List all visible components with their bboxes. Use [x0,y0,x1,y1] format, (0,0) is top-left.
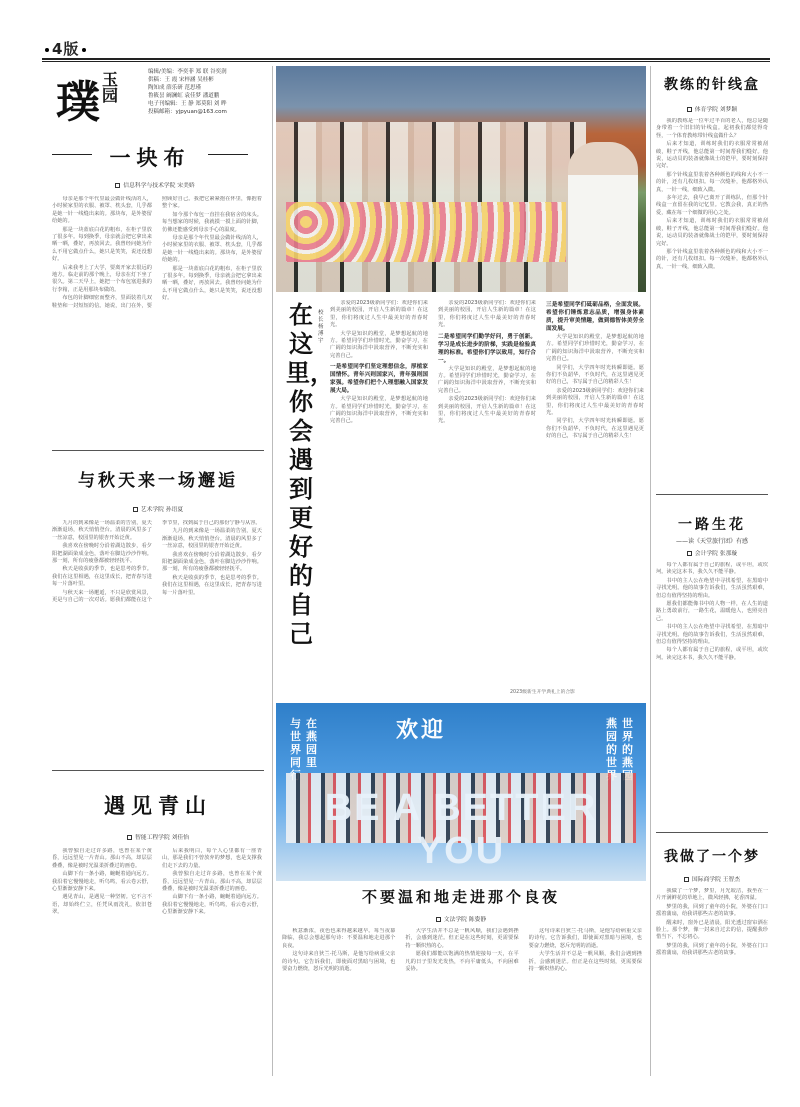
article-body-qingshan: 我曾独自走过许多路，也曾在某个黄昏，远远望见一片青山。那山不高，却层层叠叠，像是被时光温柔折叠过的画卷。 山脚下有一条小路，蜿蜒着通向远方。我沿着它慢慢地走，听鸟鸣，看云卷云舒，心里渐渐安静下来。 遇见青山，是遇见一种坚韧。它不言不语，却始终伫立，任凭风雨洗礼，依旧苍翠。 后来我明白，每个人心里都有一座青山，那是我们不曾放弃的梦想，也是支撑我们走下去的力量。 我曾独自走过许多路，也曾在某个黄昏，远远望见一片青山。那山不高，却层层叠叠，像是被时光温柔折叠过的画卷。 山脚下有一条小路，蜿蜒着通向远方。我沿着它慢慢地走，听鸟鸣，看云卷云舒，心里渐渐安静下来。 [52,848,262,916]
photo-speaker [568,142,638,292]
main-article-title: 在这里，你会遇到更好的自己 [286,300,334,648]
masthead-small-chars: 玉园 [102,70,119,105]
banner-vertical-text: 燕园的世 [606,717,617,769]
section-rule [656,832,768,833]
editor-line: 鲁筱昙 阚澜虹 袁佳梦 潘道鹏 [148,93,220,99]
article-body-yilushenghua: 每个人都有属于自己的旅程，或平坦，或坎坷。读完这本书，我久久不能平静。 书中的主人公在绝望中寻找希望，在黑暗中寻找光明。他的故事告诉我们，生活虽然艰难，但总有值得坚持的理由。 愿我们都能像书中的人物一样，在人生的道路上勇敢前行，一路生花，温暖他人，也照亮自己。 书中的主人公在绝望中寻找希望，在黑暗中寻找光明。他的故事告诉我们，生活虽然艰难，但总有值得坚持的理由。 每个人都有属于自己的旅程，或平坦，或坎坷。读完这本书，我久久不能平静。 [656,562,768,661]
photo-caption: 2023级新生开学典礼上的合影 [510,690,575,695]
editor-line: 投稿邮箱：yjpyuan@163.com [148,109,227,115]
article-byline: 艺术学院 孙语夏 [52,504,264,513]
title-rule [52,154,92,155]
article-byline: 智能工程学院 刘佳怡 [52,832,264,841]
article-body-zuomeng: 我做了一个梦，梦里，月光皎洁，我坐在一片开满鲜花的草地上，微风轻拂，花香四溢。 梦里的我，回到了童年的小院，外婆在门口摇着蒲扇，给我讲那些古老的故事。 醒来时，窗外已是清晨，阳光透过窗帘洒在脸上。那个梦，像一封来自过去的信，提醒我珍惜当下，不忘初心。 梦里的我，回到了童年的小院，外婆在门口摇着蒲扇，给我讲那些古老的故事。 [656,888,768,957]
column-divider-left [272,66,273,1076]
editor-line: 供稿：王 霞 宋梓涵 吴桂彬 [148,77,214,83]
title-rule [208,154,248,155]
article-title-zuomeng: 我做了一个梦 [664,849,760,865]
photo-flowers [286,202,566,262]
column-divider-right [650,66,651,1076]
article-title-qiutian: 与秋天来一场邂逅 [78,471,238,491]
article-title-yikuaibu: 一块布 [109,145,191,170]
article-title-yilushenghua: 一路生花 [678,517,746,533]
masthead-logo [56,68,142,128]
article-byline: 体育学院 刘梦颖 [654,104,770,113]
article-title-liangye: 不要温和地走进那个良夜 [361,888,560,906]
banner-vertical-text: 世界的燕 [622,717,633,769]
article-byline: 会计学院 张那璇 [654,548,770,557]
article-title-qingshan: 遇见青山 [104,793,212,818]
article-body-qiutian: 九月的到来像是一场温柔的告别，夏天渐渐退场，秋天悄悄登台。清晨的风里多了一丝凉意，校园里的银杏开始泛黄。 我喜欢在傍晚时分沿着湖边散步，看夕阳把湖面染成金色，落叶在脚边沙沙作响。那一刻，所有的疲惫都被轻轻抚平。 秋天是收获的季节，也是思考的季节。我们在这里相遇，在这里成长，把青春写进每一片落叶里。 与秋天来一场邂逅，不只是欣赏风景，更是与自己的一次对话。愿我们都能在这个季节里，找到属于自己的那份宁静与从容。 九月的到来像是一场温柔的告别，夏天渐渐退场，秋天悄悄登台。清晨的风里多了一丝凉意，校园里的银杏开始泛黄。 我喜欢在傍晚时分沿着湖边散步，看夕阳把湖面染成金色，落叶在脚边沙沙作响。那一刻，所有的疲惫都被轻轻抚平。 秋天是收获的季节，也是思考的季节。我们在这里相遇，在这里成长，把青春写进每一片落叶里。 [52,520,262,604]
section-rule [656,494,768,495]
article-byline: 信息科学与技术学院 宋美娇 [60,180,250,189]
article-byline: 国际商学院 王智杰 [654,874,770,883]
banner-slogan: BE A BETTER YOU [324,787,598,872]
editor-line: 电子刊编辑：王 静 郑莫阳 刘 晔 [148,101,227,107]
section-rule [52,450,264,451]
article-body-liangye: 秋意渐浓，夜色也来得越来越早。每当夜幕降临，我总会想起那句诗：不要温和地走进那个良夜。 这句诗来自狄兰·托马斯，是他写给病重父亲的诗句。它告诉我们，即使面对黑暗与困境，也要奋力燃烧，怒斥光明的消逝。 大学生活并不总是一帆风顺，我们会遇到挫折，会感到迷茫。但正是在这些时刻，更需要保持一颗炽热的心。 愿我们都能以饱满的热情迎接每一天，在平凡的日子里发光发热，不向平庸低头，不向困难妥协。 这句诗来自狄兰·托马斯，是他写给病重父亲的诗句。它告诉我们，即使面对黑暗与困境，也要奋力燃烧，怒斥光明的消逝。 大学生活并不总是一帆风顺，我们会遇到挫折，会感到迷茫。但正是在这些时刻，更需要保持一颗炽热的心。 [282,928,642,973]
masthead-big-char: 璞 [56,77,100,128]
editor-line: 陶知成 薛乐研 范思瑾 [148,85,201,91]
welcome-sign: 欢迎 [396,717,447,743]
editor-credits [148,68,268,116]
banner-vertical-text: 在燕园里 [306,717,317,769]
article-title-zhenxianhe: 教练的针线盒 [664,77,760,93]
welcome-banner-photo [276,703,646,881]
article-body-yikuaibu: 母亲是那个年代里最会做针线活的人，小时候家里的衣服、被罩、枕头套，几乎都是她一针一线缝出来的。那块布，是外婆留给她的。 那是一块蓝底白花的粗布，在柜子里放了很多年。每到换季，母亲就会把它拿出来晒一晒，叠好，再放回去。我曾经问她为什么不用它做点什么，她只是笑笑，说还没想好。 后来我考上了大学，要离开家去很远的地方。临走前的那个晚上，母亲在灯下坐了很久。第二天早上，她把一个布包塞进我的行李箱，正是用那块布做的。 布包的针脚细密而整齐，里面装着几双鞋垫和一封短短的信。她说，出门在外，要照顾好自己。我把它紧紧抱在怀里，像抱着整个家。 如今那个布包一直挂在我宿舍的床头。每当想家的时候，我就摸一摸上面的针脚，仿佛还能感受到母亲手心的温度。 母亲是那个年代里最会做针线活的人，小时候家里的衣服、被罩、枕头套，几乎都是她一针一线缝出来的。那块布，是外婆留给她的。 那是一块蓝底白花的粗布，在柜子里放了很多年。每到换季，母亲就会把它拿出来晒一晒，叠好，再放回去。我曾经问她为什么不用它做点什么，她只是笑笑，说还没想好。 [52,196,262,309]
banner-vertical-text: 与世界同 [290,717,301,769]
opening-ceremony-photo [276,66,646,292]
section-rule [52,770,264,771]
main-article-body: 亲爱的2023级新同学们：欢迎你们来到美丽的校园，开启人生新的篇章！在这里，你们将度过人生中最美好的青春时光。 大学是知识的殿堂，是梦想起航的地方。希望同学们珍惜时光，勤奋学习，在广阔的知识海洋中汲取营养，不断充实和完善自己。 一是希望同学们坚定理想信念，厚植家国情怀。青年兴则国家兴，青年强则国家强。希望你们把个人理想融入国家发展大局。 大学是知识的殿堂，是梦想起航的地方。希望同学们珍惜时光，勤奋学习，在广阔的知识海洋中汲取营养，不断充实和完善自己。 亲爱的2023级新同学们：欢迎你们来到美丽的校园，开启人生新的篇章！在这里，你们将度过人生中最美好的青春时光。 二是希望同学们勤学好问，勇于创新。学习是成长进步的阶梯，实践是检验真理的标准。希望你们学以致用，知行合一。 大学是知识的殿堂，是梦想起航的地方。希望同学们珍惜时光，勤奋学习，在广阔的知识海洋中汲取营养，不断充实和完善自己。 亲爱的2023级新同学们：欢迎你们来到美丽的校园，开启人生新的篇章！在这里，你们将度过人生中最美好的青春时光。 三是希望同学们砥砺品格，全面发展。希望你们锤炼意志品质，增强身体素质，提升审美情趣，做到德智体美劳全面发展。 大学是知识的殿堂，是梦想起航的地方。希望同学们珍惜时光，勤奋学习，在广阔的知识海洋中汲取营养，不断充实和完善自己。 同学们，大学四年时光转瞬即逝。愿你们不负韶华，不负时代，在这里遇见更好的自己，书写属于自己的精彩人生！ 亲爱的2023级新同学们：欢迎你们来到美丽的校园，开启人生新的篇章！在这里，你们将度过人生中最美好的青春时光。 同学们，大学四年时光转瞬即逝。愿你们不负韶华，不负时代，在这里遇见更好的自己，书写属于自己的精彩人生！ [330,300,644,440]
article-body-zhenxianhe: 我的教练是一位年过半百的老人，他总是随身带着一个旧旧的针线盒。起初我们都觉得奇怪，一个体育教练带针线盒做什么？ 后来才知道，训练时我们的衣服常常被刮破，鞋子开线，他总能第一时间帮我们缝好。他说，运动员的装备就像战士的铠甲，要时刻保持完好。 那个针线盒里装着各种颜色的线和大小不一的针，还有几枚纽扣。每一次缝补，他都格外认真，一针一线，细致入微。 多年过去，我早已离开了训练队，但那个针线盒一直留在我的记忆里。它教会我，真正的热爱，藏在每一个细微的用心之处。 后来才知道，训练时我们的衣服常常被刮破，鞋子开线，他总能第一时间帮我们缝好。他说，运动员的装备就像战士的铠甲，要时刻保持完好。 那个针线盒里装着各种颜色的线和大小不一的针，还有几枚纽扣。每一次缝补，他都格外认真，一针一线，细致入微。 [656,118,768,270]
top-rule-thin [42,61,770,62]
article-subtitle: ——读《天堂旅行团》有感 [675,538,748,545]
main-article-byline: 校长 杨溥宇 [318,310,324,344]
page-number: 4版 [42,38,89,59]
top-rule [42,58,770,60]
article-byline: 文法学院 陈姿静 [276,914,646,923]
editor-line: 编辑/美编：李奕菲 郑 联 谷奕润 [148,69,227,75]
